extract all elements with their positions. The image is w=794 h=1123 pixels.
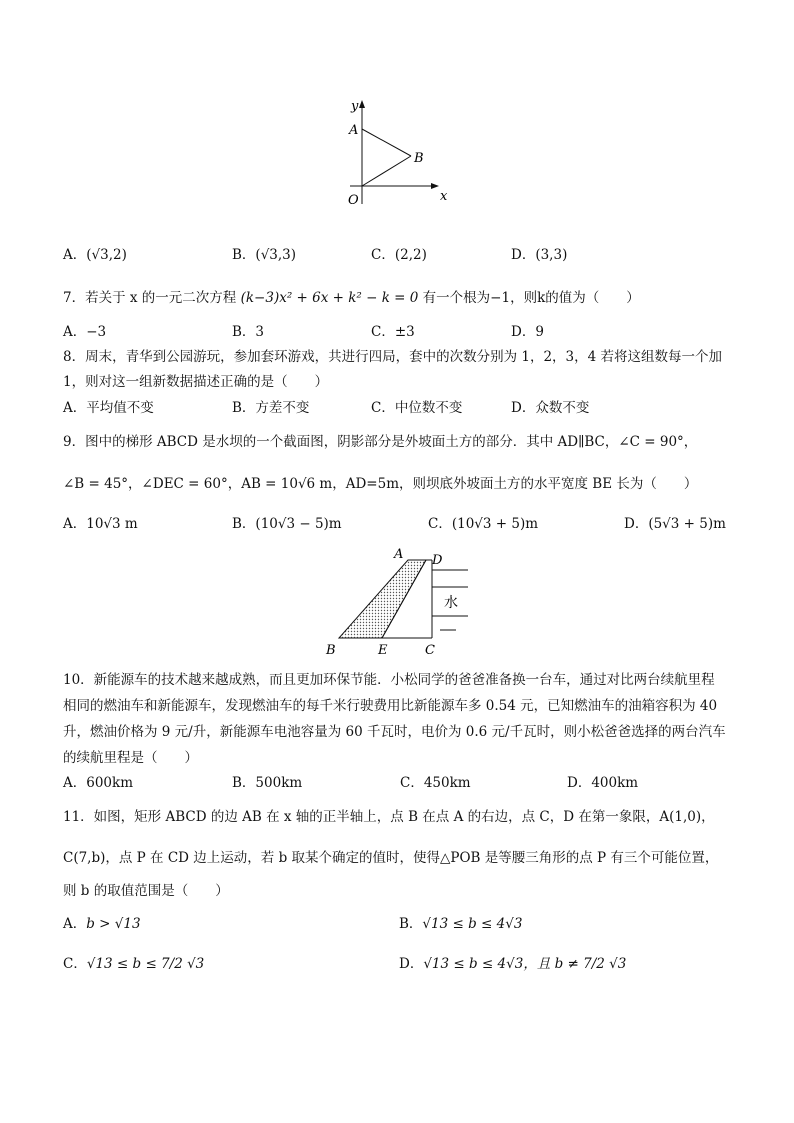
q7-option-a [63,320,106,340]
option-text: 500km [255,775,303,791]
option-text: (3,3) [535,247,568,263]
q9-option-c [428,512,538,532]
x-axis-arrow [431,183,439,189]
water-label: 水 [444,595,458,611]
q8-line-1: 8．周末，青华到公园游玩，参加套环游戏，共进行四局，套中的次数分别为 1，2，3，4 若将这组数每一个加 [63,349,723,365]
point-a-label: A [349,123,359,138]
option-text: 平均值不变 [86,400,154,416]
option-letter: D． [624,516,649,532]
option-letter: D． [511,400,536,416]
option-text: 400km [591,775,639,791]
q11-line-1: 11．如图，矩形 ABCD 的边 AB 在 x 轴的正半轴上，点 B 在点 A 的右边，点 C，D 在第一象限，A(1,0)， [63,809,715,825]
option-letter: C． [63,956,87,972]
q10-option-c [400,771,471,791]
q11-option-a [63,912,141,932]
q11-option-b [399,912,522,932]
coordinate-figure [335,96,455,214]
option-text: (10√3 − 5)m [255,516,342,532]
point-b-label: B [414,151,424,166]
q9-option-b [232,512,342,532]
q10-option-b [232,771,302,791]
option-letter: A． [63,916,87,932]
x-axis-label: x [440,189,448,204]
q8-line-2: 1，则对这一组新数据描述正确的是（ ） [63,374,329,390]
option-letter: D． [567,775,592,791]
option-letter: B． [232,324,256,340]
option-letter: D． [511,324,536,340]
q6-option-c [371,243,427,263]
label-c: C [425,643,435,658]
q8-option-d [511,396,589,416]
q7-option-c [371,320,415,340]
option-text: 众数不变 [535,400,590,416]
label-b: B [326,643,336,658]
option-text: √13 ≤ b ≤ 4√3 [422,916,523,932]
q9-line-1: 9．图中的梯形 ABCD 是水坝的一个截面图，阴影部分是外坡面土方的部分．其中 AD∥BC，∠C = 90°， [63,434,698,450]
q7-suffix: 有一个根为−1，则k的值为（ ） [422,290,640,306]
option-text: (10√3 + 5)m [451,516,539,532]
label-a: A [394,547,404,562]
q6-option-a [63,243,127,263]
label-d: D [432,553,443,568]
q9-option-d [624,512,726,532]
option-letter: A． [63,247,87,263]
option-text: b > √13 [86,916,141,932]
q6-option-b [232,243,296,263]
option-letter: B． [399,916,423,932]
q7-prefix: 7．若关于 x 的一元二次方程 [63,290,237,306]
dam-figure [320,546,480,658]
q10-line-2: 相同的燃油车和新能源车，发现燃油车的每千米行驶费用比新能源车多 0.54 元，已知燃油车的油箱容积为 40 [63,698,718,714]
option-text: (5√3 + 5)m [648,516,726,532]
q8-option-b [232,396,309,416]
option-letter: B． [232,247,256,263]
y-axis-label: y [351,99,359,114]
option-text: 450km [423,775,471,791]
option-letter: C． [400,775,424,791]
option-letter: C． [371,247,395,263]
option-letter: B． [232,400,256,416]
option-letter: D． [399,956,424,972]
q9-line-2: ∠B = 45°，∠DEC = 60°，AB = 10√6 m，AD=5m，则坝底外坡面土方的水平宽度 BE 长为（ ） [63,476,698,492]
label-e: E [378,643,388,658]
q7-stem [63,286,640,306]
option-text: 600km [86,775,133,791]
q9-option-a [63,512,138,532]
q6-option-d [511,243,567,263]
option-text: −3 [86,324,107,340]
q11-line-2: C(7,b)，点 P 在 CD 边上运动，若 b 取某个确定的值时，使得△POB 是等腰三角形的点 P 有三个可能位置， [63,850,719,866]
segment-ab [362,129,411,156]
option-letter: A． [63,775,87,791]
q7-option-b [232,320,264,340]
option-letter: D． [511,247,536,263]
option-text: ±3 [394,324,415,340]
option-letter: C． [371,324,395,340]
q10-line-3: 升，燃油价格为 9 元/升，新能源车电池容量为 60 千瓦时，电价为 0.6 元/千瓦时，则小松爸爸选择的两台汽车 [63,724,726,740]
q10-option-d [567,771,638,791]
option-text: (√3,2) [86,247,127,263]
q11-line-3: 则 b 的取值范围是（ ） [63,883,229,899]
q8-option-c [371,396,462,416]
q11-option-c [63,952,204,972]
option-text: 9 [535,324,544,340]
origin-label: O [348,193,359,208]
q10-option-a [63,771,133,791]
shaded-slope-region [339,560,426,638]
q11-option-d [399,952,626,972]
option-letter: B． [232,775,256,791]
option-letter: B． [232,516,256,532]
option-text: 10√3 m [86,516,138,532]
option-text: 方差不变 [255,400,310,416]
option-letter: A． [63,324,87,340]
y-axis-arrow [359,100,365,108]
option-text: (√3,3) [255,247,297,263]
option-text: 中位数不变 [394,400,463,416]
q10-line-1: 10．新能源车的技术越来越成熟，而且更加环保节能．小松同学的爸爸准备换一台车，通过对比两台续航里程 [63,672,715,688]
option-letter: C． [371,400,395,416]
option-letter: A． [63,400,87,416]
segment-ob [362,156,411,186]
option-letter: A． [63,516,87,532]
option-text: √13 ≤ b ≤ 4√3，且 b ≠ 7/2 √3 [423,956,627,972]
option-text: √13 ≤ b ≤ 7/2 √3 [86,956,205,972]
option-text: (2,2) [394,247,427,263]
q7-option-d [511,320,544,340]
option-text: 3 [255,324,265,340]
q7-equation: (k−3)x² + 6x + k² − k = 0 [240,290,419,306]
q8-option-a [63,396,154,416]
q10-line-4: 的续航里程是（ ） [63,750,198,766]
option-letter: C． [428,516,452,532]
